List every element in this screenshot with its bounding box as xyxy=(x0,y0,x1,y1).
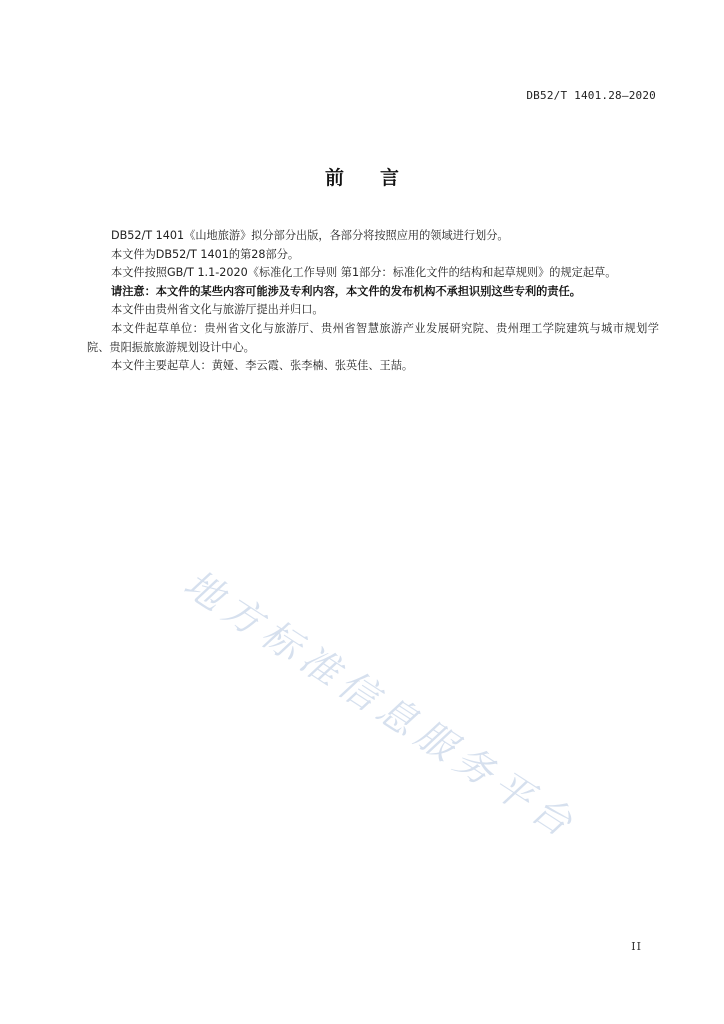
paragraph-drafters: 本文件主要起草人：黄娅、李云霞、张李楠、张英佳、王喆。 xyxy=(111,359,414,373)
paragraph-part-number: 本文件为DB52/T 1401的第28部分。 xyxy=(111,247,300,261)
paragraph-patent-notice: 请注意：本文件的某些内容可能涉及专利内容，本文件的发布机构不承担识别这些专利的责任。 xyxy=(111,284,581,298)
foreword-body xyxy=(87,227,659,376)
title-char-1: 前 xyxy=(324,167,344,189)
watermark: 地方标准信息服务平台 xyxy=(176,561,586,849)
paragraph-proposer: 本文件由贵州省文化与旅游厅提出并归口。 xyxy=(111,303,324,317)
page-number: II xyxy=(631,940,642,953)
paragraph-drafting-units: 本文件起草单位：贵州省文化与旅游厅、贵州省智慧旅游产业发展研究院、贵州理工学院建筑与城市规划学院、贵阳振旅旅游规划设计中心。 xyxy=(87,321,659,354)
paragraph-drafting-rules: 本文件按照GB/T 1.1-2020《标准化工作导则 第1部分：标准化文件的结构和起草规则》的规定起草。 xyxy=(111,266,617,280)
page-title xyxy=(0,163,724,190)
document-number: DB52/T 1401.28—2020 xyxy=(526,89,656,102)
title-char-2: 言 xyxy=(380,167,400,189)
paragraph-series-info: DB52/T 1401《山地旅游》拟分部分出版，各部分将按照应用的领域进行划分。 xyxy=(111,229,509,242)
